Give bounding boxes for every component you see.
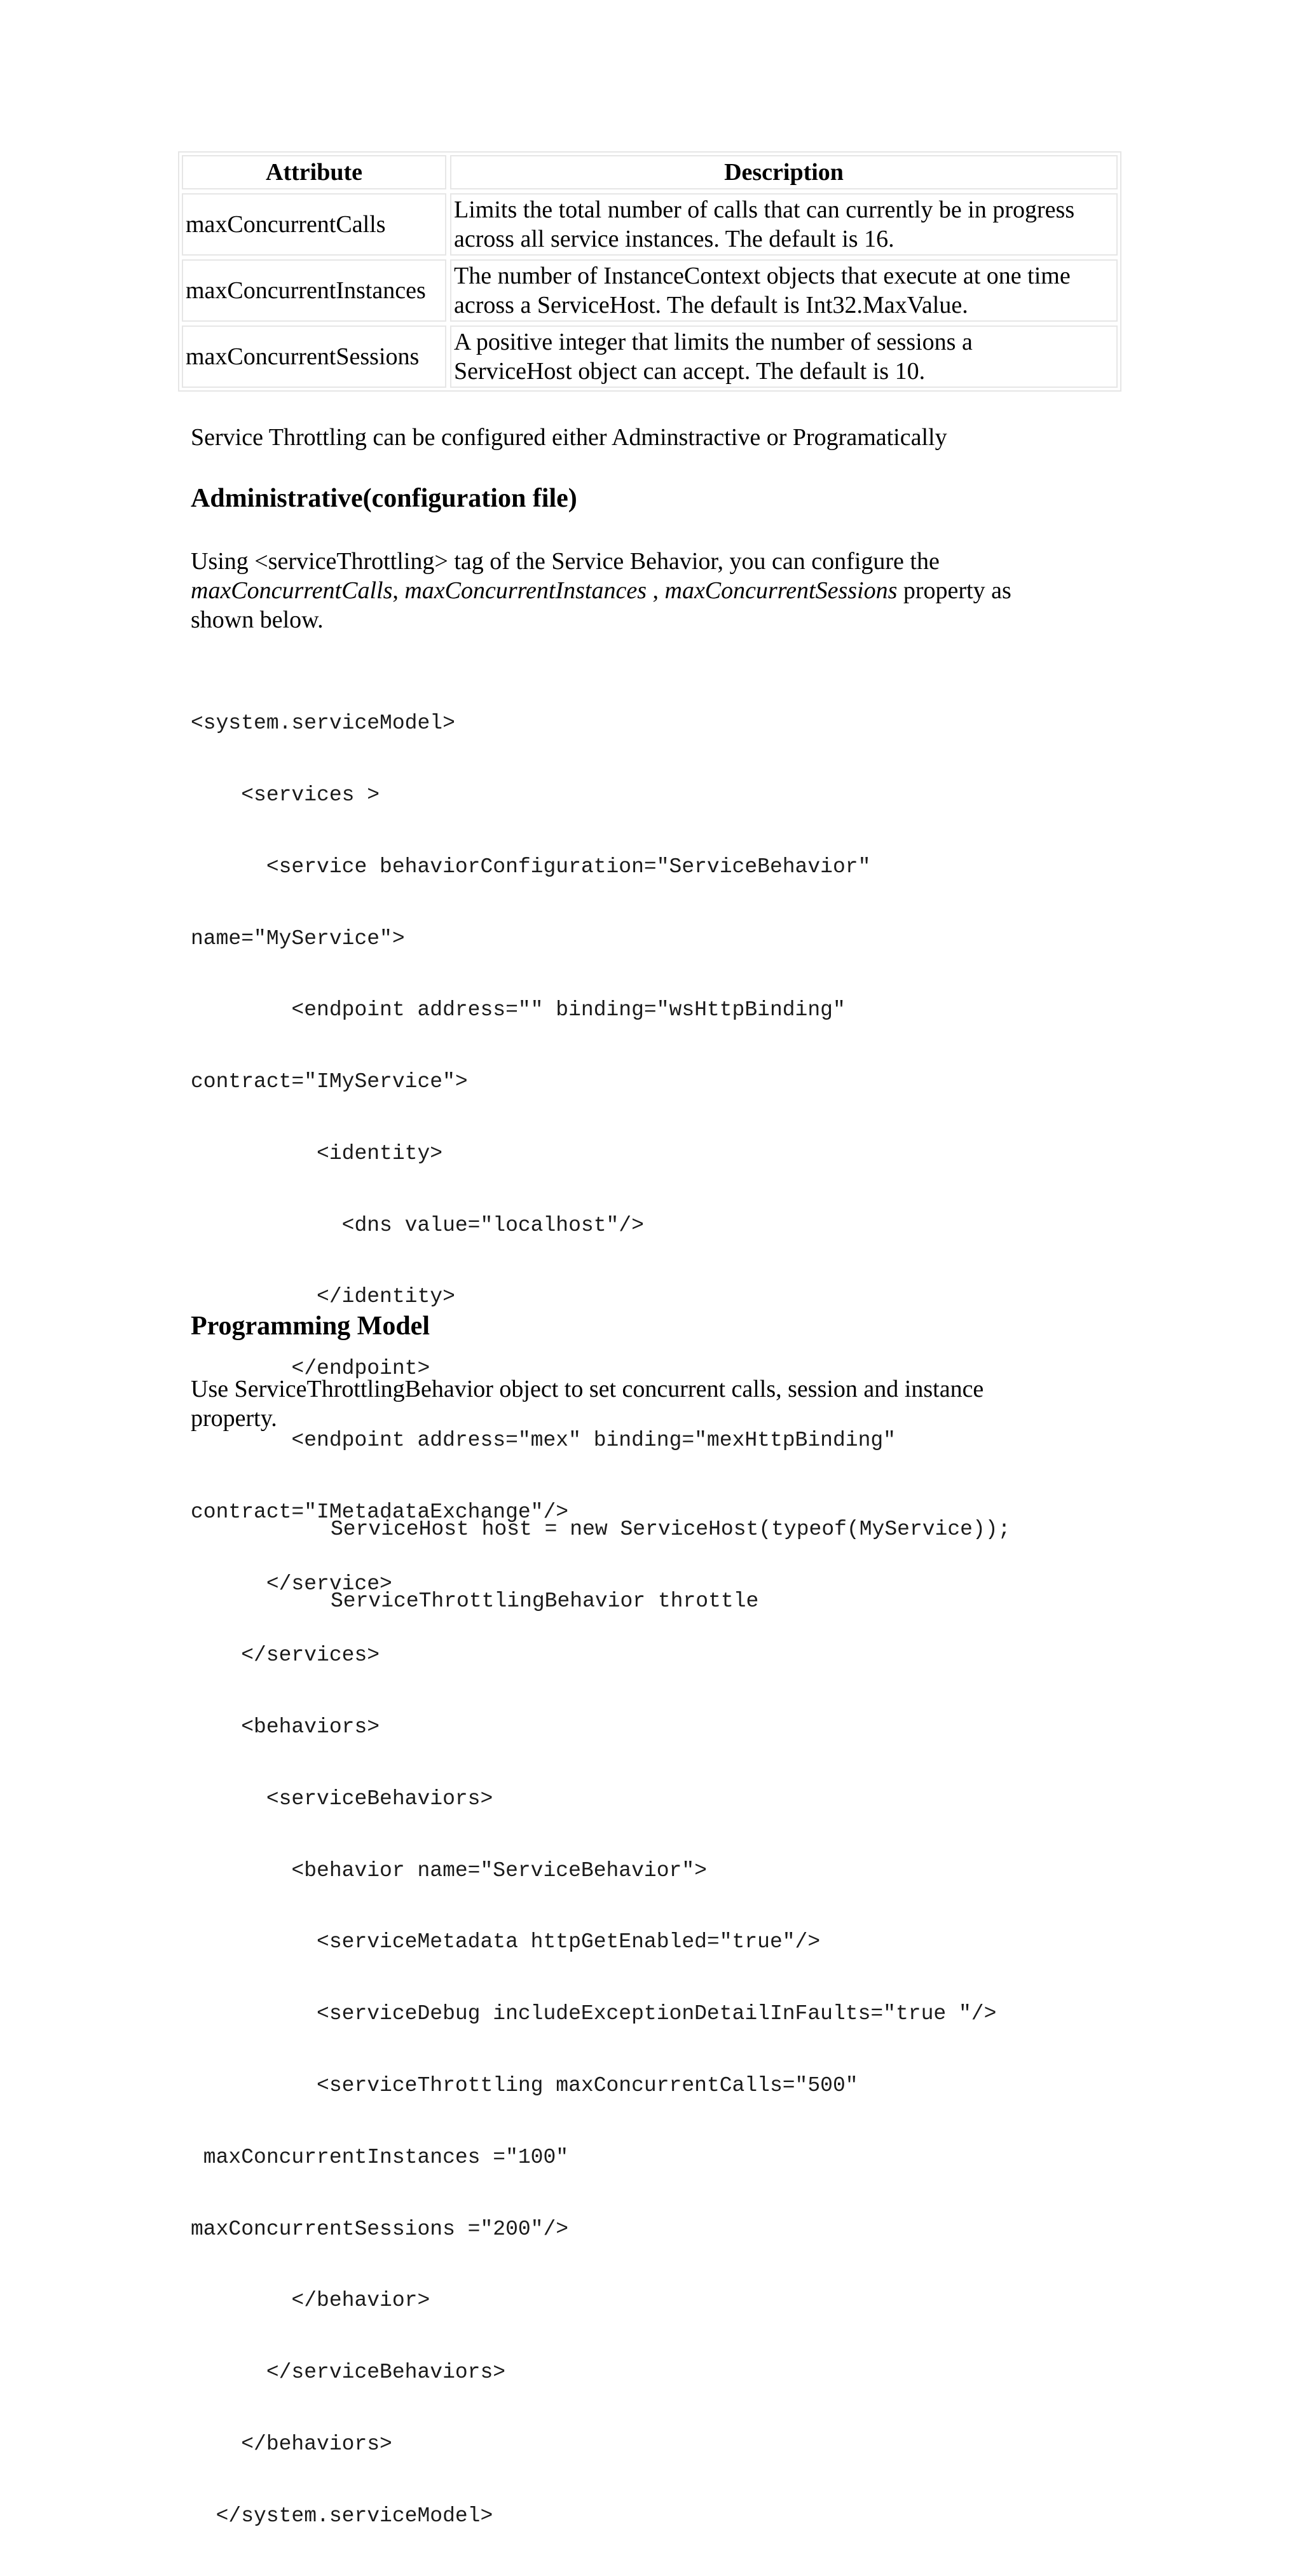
column-header-description: Description	[450, 155, 1118, 189]
code-line: <serviceBehaviors>	[191, 1786, 493, 1811]
description-line: The number of InstanceContext objects that execute at one time	[454, 263, 1071, 289]
description-cell	[450, 193, 1118, 256]
description-cell	[450, 325, 1118, 388]
paragraph-line: Using <serviceThrottling> tag of the Service Behavior, you can configure the	[191, 548, 940, 575]
property-name: maxConcurrentInstances	[404, 577, 647, 604]
paragraph-line	[191, 576, 1119, 605]
administrative-paragraph	[191, 547, 1119, 634]
property-name: maxConcurrentCalls	[191, 577, 393, 604]
description-line: across a ServiceHost. The default is Int32.MaxValue.	[454, 292, 968, 319]
programming-model-heading: Programming Model	[191, 1312, 430, 1341]
paragraph-line: shown below.	[191, 606, 324, 633]
description-line: A positive integer that limits the number of sessions a	[454, 329, 973, 355]
code-line: ServiceThrottlingBehavior throttle	[331, 1589, 759, 1613]
code-line: <system.serviceModel>	[191, 711, 455, 736]
table-row	[182, 259, 1118, 322]
code-line: <behavior name="ServiceBehavior">	[191, 1858, 707, 1882]
code-line: <serviceMetadata httpGetEnabled="true"/>	[191, 1930, 821, 1954]
table-row	[182, 193, 1118, 256]
paragraph-line: property.	[191, 1405, 277, 1432]
code-line: <identity>	[191, 1141, 443, 1165]
description-line: Limits the total number of calls that can currently be in progress	[454, 196, 1075, 223]
code-line: <endpoint address="" binding="wsHttpBinding"	[191, 998, 846, 1022]
code-line: ServiceHost host = new ServiceHost(typeof(MyService));	[331, 1518, 1011, 1542]
attribute-cell: maxConcurrentCalls	[182, 193, 446, 256]
paragraph-text: property as	[897, 577, 1011, 604]
separator-text: ,	[647, 577, 665, 604]
attribute-cell: maxConcurrentSessions	[182, 325, 446, 388]
code-line: </serviceBehaviors>	[191, 2360, 506, 2385]
code-line: <dns value="localhost"/>	[191, 1213, 644, 1237]
description-line: ServiceHost object can accept. The default is 10.	[454, 358, 926, 385]
code-line: </behaviors>	[191, 2432, 392, 2456]
code-line: </endpoint>	[191, 1357, 430, 1381]
column-header-attribute: Attribute	[182, 155, 446, 189]
code-line: maxConcurrentSessions ="200"/>	[191, 2217, 569, 2241]
code-line: contract="IMyService">	[191, 1070, 468, 1094]
separator-text: ,	[392, 577, 405, 604]
table-row	[182, 325, 1118, 388]
attribute-cell: maxConcurrentInstances	[182, 259, 446, 322]
description-cell	[450, 259, 1118, 322]
code-line: <behaviors>	[191, 1715, 380, 1739]
code-line: </system.serviceModel>	[191, 2504, 493, 2528]
property-name: maxConcurrentSessions	[664, 577, 898, 604]
description-line: across all service instances. The default is 16.	[454, 226, 894, 252]
code-line: <services >	[191, 783, 380, 807]
code-line: <endpoint address="mex" binding="mexHttpBinding"	[191, 1428, 896, 1452]
code-line: </services>	[191, 1643, 380, 1668]
code-line: name="MyService">	[191, 926, 405, 950]
programming-paragraph	[191, 1374, 1119, 1433]
code-line: contract="IMetadataExchange"/>	[191, 1500, 569, 1524]
code-line: </service>	[191, 1572, 392, 1596]
code-line: </behavior>	[191, 2289, 430, 2313]
code-line: <serviceDebug includeExceptionDetailInFaults="true "/>	[191, 2002, 997, 2026]
paragraph-line: Use ServiceThrottlingBehavior object to set concurrent calls, session and instance	[191, 1376, 984, 1402]
administrative-heading: Administrative(configuration file)	[191, 484, 577, 513]
code-line: <service behaviorConfiguration="ServiceBehavior"	[191, 854, 871, 879]
code-line: <serviceThrottling maxConcurrentCalls="500"	[191, 2074, 858, 2098]
table-header-row	[182, 155, 1118, 189]
code-line: </identity>	[191, 1285, 455, 1309]
program-code-block	[331, 1470, 1010, 1661]
intro-paragraph: Service Throttling can be configured either Adminstractive or Programatically	[191, 424, 947, 451]
code-line: maxConcurrentInstances ="100"	[191, 2145, 569, 2169]
attribute-table	[178, 151, 1121, 392]
